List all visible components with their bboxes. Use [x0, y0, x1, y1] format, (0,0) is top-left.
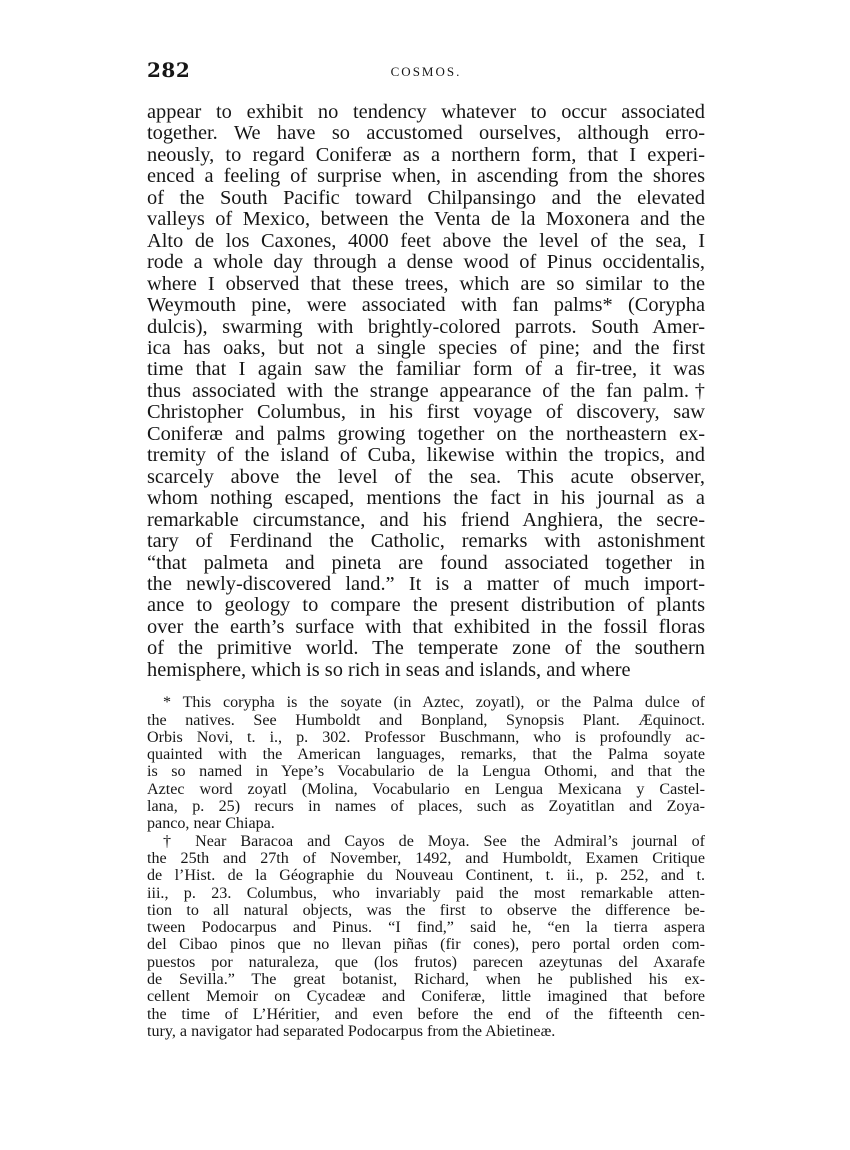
- footnote-line: * This corypha is the soyate (in Aztec, zoyatl), or the Palma dulce of: [163, 694, 705, 712]
- running-title: COSMOS.: [390, 64, 462, 79]
- text-line: tremity of the island of Cuba, likewise within the tropics, and: [147, 444, 705, 467]
- footnote-line: de Sevilla.” The great botanist, Richard, when he published his ex-: [147, 970, 705, 988]
- text-line: enced a feeling of surprise when, in ascending from the shores: [147, 165, 705, 188]
- main-text: [147, 102, 705, 681]
- footnote-line: iii., p. 23. Columbus, who invariably paid the most remarkable atten-: [147, 884, 705, 902]
- footnote-line: lana, p. 25) recurs in names of places, such as Zoyatitlan and Zoya-: [147, 798, 705, 816]
- footnote-dagger: [147, 833, 705, 1041]
- book-page: [147, 58, 705, 1040]
- text-line: scarcely above the level of the sea. This acute observer,: [147, 465, 705, 488]
- footnote-line: Orbis Novi, t. i., p. 302. Professor Buschmann, who is profoundly ac-: [147, 728, 705, 746]
- text-line: of the primitive world. The temperate zone of the southern: [147, 637, 705, 660]
- text-line: dulcis), swarming with brightly-colored parrots. South Amer-: [147, 315, 705, 338]
- footnote-line: cellent Memoir on Cycadeæ and Coniferæ, little imagined that before: [147, 988, 705, 1006]
- text-line: thus associated with the strange appearance of the fan palm.†: [147, 379, 705, 402]
- footnote-star: [147, 694, 705, 832]
- footnote-line: puestos por naturaleza, que (los frutos) parecen azeytunas del Axarafe: [147, 953, 705, 971]
- text-line: tary of Ferdinand the Catholic, remarks with astonishment: [147, 530, 705, 553]
- text-line: together. We have so accustomed ourselves, although erro-: [147, 122, 705, 145]
- text-line: time that I again saw the familiar form of a fir-tree, it was: [147, 358, 705, 381]
- text-line: Weymouth pine, were associated with fan palms* (Corypha: [147, 294, 705, 317]
- text-line: remarkable circumstance, and his friend Anghiera, the secre-: [147, 508, 705, 531]
- footnote-line: tween Podocarpus and Pinus. “I find,” said he, “en la tierra aspera: [147, 919, 705, 937]
- footnote-line: Aztec word zoyatl (Molina, Vocabulario en Lengua Mexicana y Castel-: [147, 780, 705, 798]
- footnote-line: de l’Hist. de la Géographie du Nouveau Continent, t. ii., p. 252, and t.: [147, 867, 705, 885]
- text-line: Coniferæ and palms growing together on the northeastern ex-: [147, 422, 705, 445]
- footnote-line: the 25th and 27th of November, 1492, and Humboldt, Examen Critique: [147, 849, 705, 867]
- footnote-line: quainted with the American languages, remarks, that the Palma soyate: [147, 746, 705, 764]
- text-line: “that palmeta and pineta are found associated together in: [147, 551, 705, 574]
- footnote-line: del Cibao pinos que no llevan piñas (fir cones), pero portal orden com-: [147, 936, 705, 954]
- text-line: whom nothing escaped, mentions the fact in his journal as a: [147, 487, 705, 510]
- text-line: of the South Pacific toward Chilpansingo and the elevated: [147, 186, 705, 209]
- text-line: rode a whole day through a dense wood of Pinus occidentalis,: [147, 251, 705, 274]
- footnote-line: the natives. See Humboldt and Bonpland, Synopsis Plant. Æquinoct.: [147, 711, 705, 729]
- text-line: valleys of Mexico, between the Venta de la Moxonera and the: [147, 208, 705, 231]
- text-line: hemisphere, which is so rich in seas and islands, and where: [147, 658, 631, 681]
- footnote-line: tury, a navigator had separated Podocarpus from the Abietineæ.: [147, 1022, 556, 1040]
- text-line: over the earth’s surface with that exhibited in the fossil floras: [147, 615, 705, 638]
- footnote-line: tion to all natural objects, was the first to observe the difference be-: [147, 901, 705, 919]
- text-line: Christopher Columbus, in his first voyage of discovery, saw: [147, 401, 705, 424]
- text-line: appear to exhibit no tendency whatever to occur associated: [147, 101, 705, 123]
- footnote-line: the time of L’Héritier, and even before the end of the fifteenth cen-: [147, 1005, 705, 1023]
- footnote-line: panco, near Chiapa.: [147, 815, 275, 833]
- text-line: ica has oaks, but not a single species of pine; and the first: [147, 336, 705, 359]
- text-line: the newly-discovered land.” It is a matter of much import-: [147, 572, 705, 595]
- text-line: Alto de los Caxones, 4000 feet above the level of the sea, I: [147, 229, 705, 252]
- footnote-line: † Near Baracoa and Cayos de Moya. See the Admiral’s journal of: [163, 832, 705, 850]
- running-head: [147, 58, 705, 92]
- text-line: ance to geology to compare the present distribution of plants: [147, 594, 705, 617]
- footnote-line: is so named in Yepe’s Vocabulario de la Lengua Othomi, and that the: [147, 763, 705, 781]
- footnotes: [147, 694, 705, 1040]
- text-line: where I observed that these trees, which are so similar to the: [147, 272, 705, 295]
- page-number: 282: [147, 58, 191, 82]
- text-line: neously, to regard Coniferæ as a northern form, that I experi-: [147, 143, 705, 166]
